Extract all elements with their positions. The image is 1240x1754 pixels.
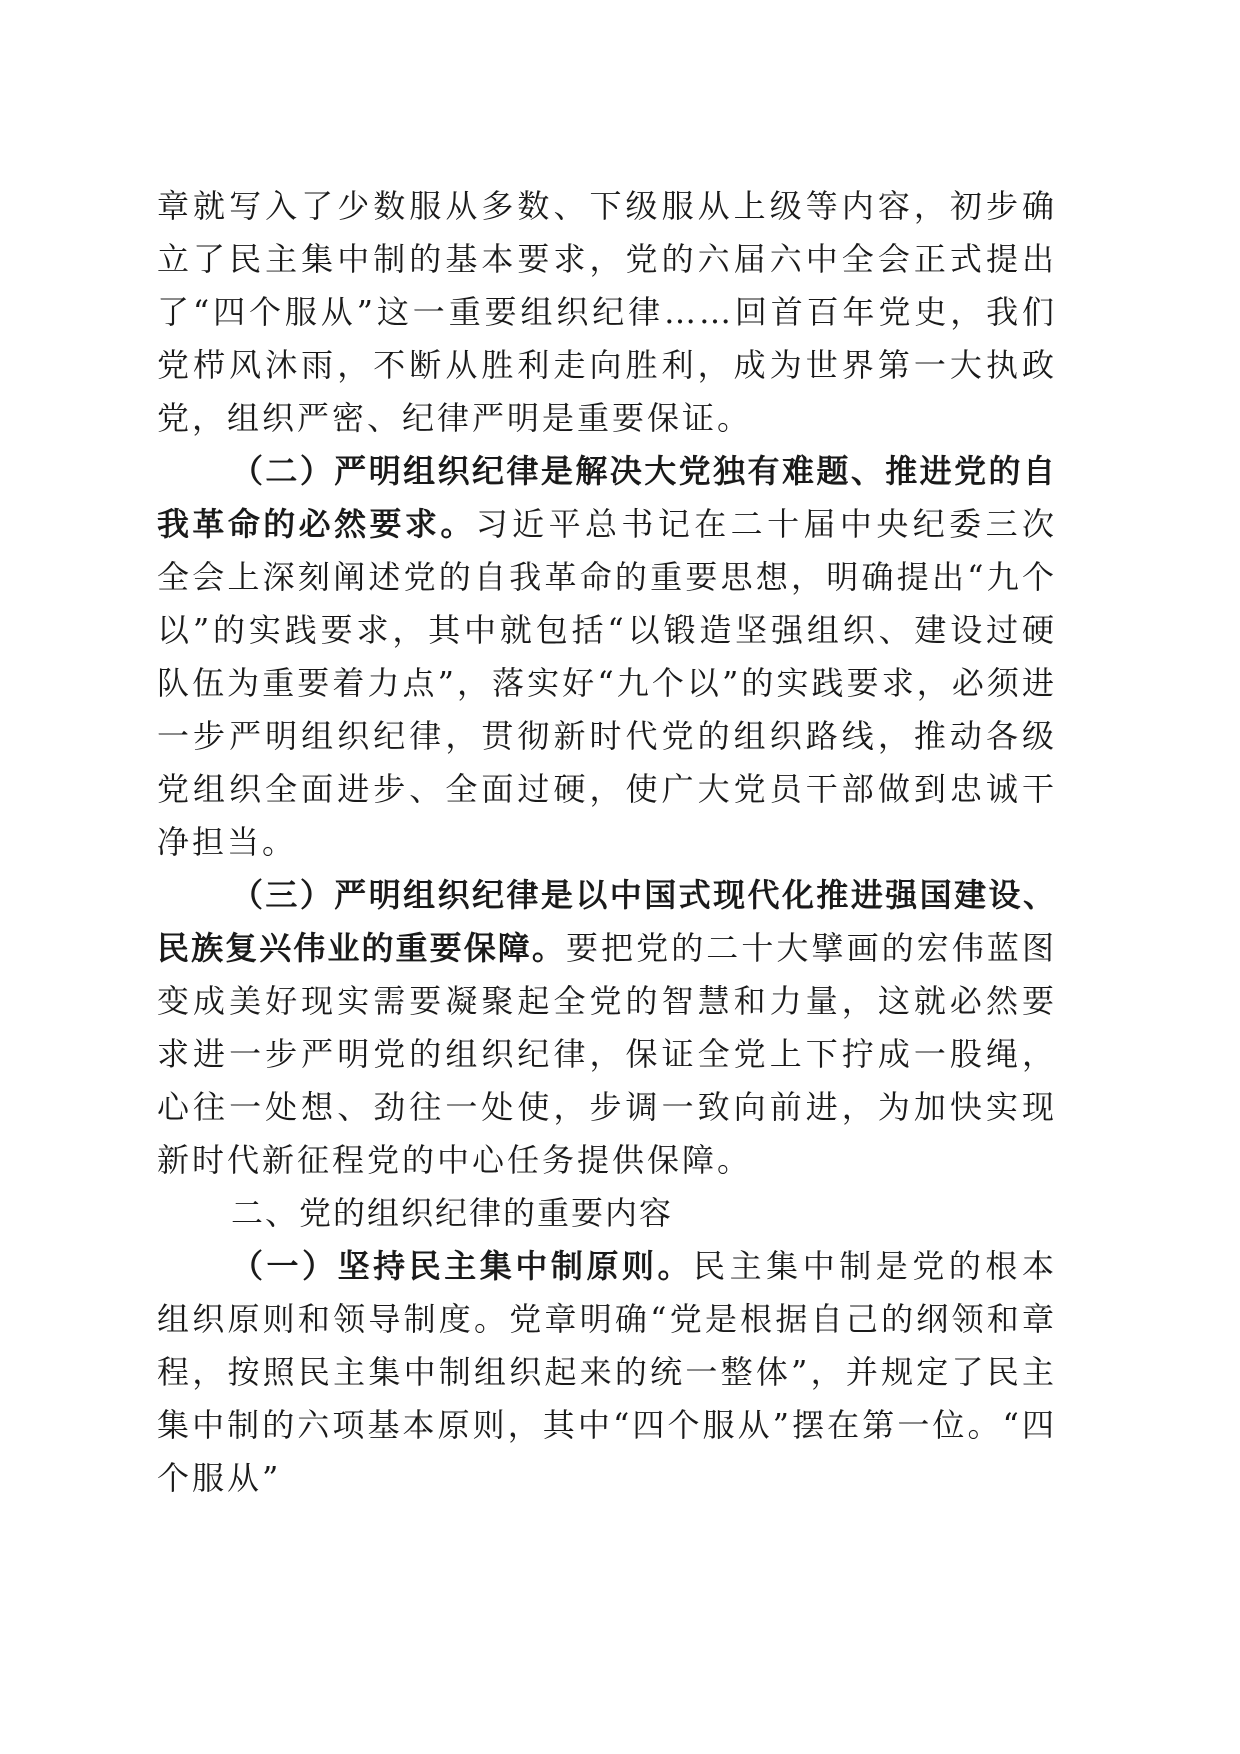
paragraph-bold-lead: （一）坚持民主集中制原则。 — [231, 1247, 694, 1285]
heading-text: 二、党的组织纪律的重要内容 — [231, 1194, 674, 1232]
document-body — [157, 180, 1057, 1505]
paragraph-subsection-1 — [157, 1240, 1057, 1505]
paragraph-bold-lead: （三）严明组织纪律是以中国式现代化推进强国建设、民族复兴伟业的重要保障。 — [157, 876, 1057, 967]
paragraph-text: 要把党的二十大擘画的宏伟蓝图变成美好现实需要凝聚起全党的智慧和力量，这就必然要求进一步严明党的组织纪律，保证全党上下拧成一股绳，心往一处想、劲往一处使，步调一致向前进，为加快实现新时代新征程党的中心任务提供保障。 — [157, 929, 1057, 1179]
paragraph-bold-lead: （二）严明组织纪律是解决大党独有难题、推进党的自我革命的必然要求。 — [157, 452, 1057, 543]
paragraph-text: 章就写入了少数服从多数、下级服从上级等内容，初步确立了民主集中制的基本要求，党的六届六中全会正式提出了“四个服从”这一重要组织纪律……回首百年党史，我们党栉风沐雨，不断从胜利走向胜利，成为世界第一大执政党，组织严密、纪律严明是重要保证。 — [157, 187, 1057, 437]
paragraph-section-3 — [157, 869, 1057, 1187]
paragraph-section-2 — [157, 445, 1057, 869]
paragraph-text: 民主集中制是党的根本组织原则和领导制度。党章明确“党是根据自己的纲领和章程，按照民主集中制组织起来的统一整体”，并规定了民主集中制的六项基本原则，其中“四个服从”摆在第一位。“四个服从” — [157, 1247, 1057, 1497]
section-heading — [157, 1187, 1057, 1240]
paragraph-text: 习近平总书记在二十届中央纪委三次全会上深刻阐述党的自我革命的重要思想，明确提出“九个以”的实践要求，其中就包括“以锻造坚强组织、建设过硬队伍为重要着力点”，落实好“九个以”的实践要求，必须进一步严明组织纪律，贯彻新时代党的组织路线，推动各级党组织全面进步、全面过硬，使广大党员干部做到忠诚干净担当。 — [157, 505, 1057, 861]
paragraph-continued — [157, 180, 1057, 445]
